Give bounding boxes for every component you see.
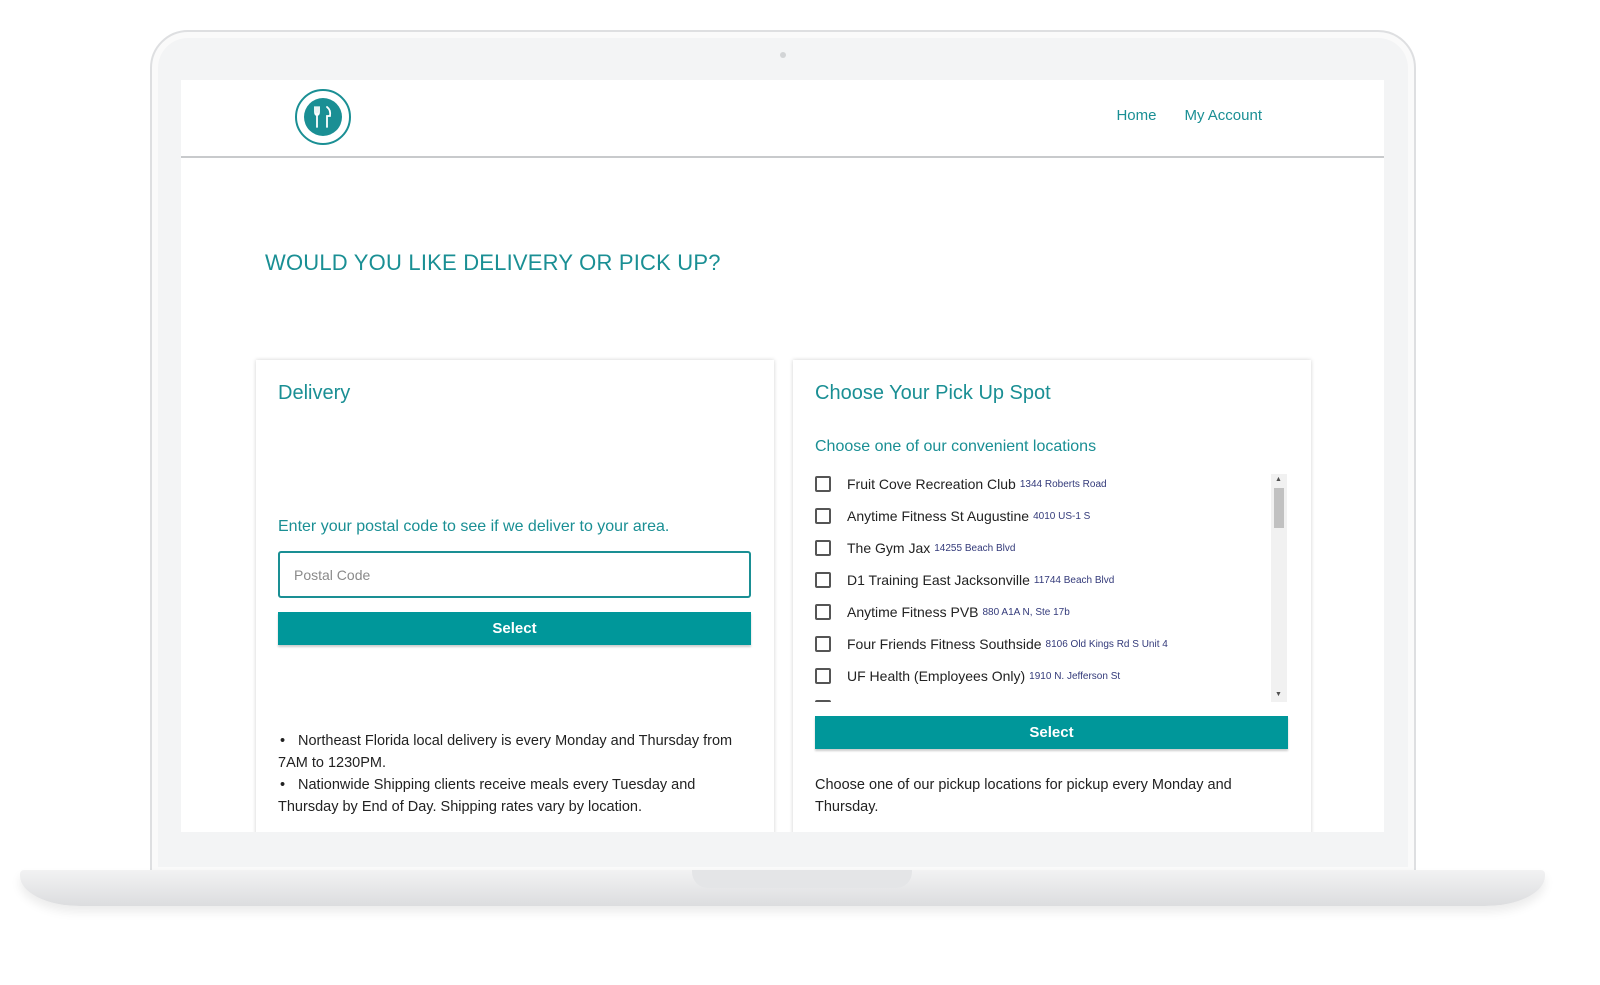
pickup-note: Choose one of our pickup locations for pickup every Monday and Thursday.	[815, 777, 1232, 815]
location-name: D1 Training East Jacksonville	[847, 572, 1030, 588]
location-address: 1344 Roberts Road	[1019, 478, 1107, 490]
checkbox-icon[interactable]	[815, 476, 831, 492]
location-name: Anytime Fitness St Augustine	[847, 508, 1030, 524]
location-item[interactable]	[815, 664, 1120, 688]
checkbox-icon[interactable]	[815, 668, 831, 684]
checkbox-icon[interactable]	[815, 572, 831, 588]
scrollbar-thumb[interactable]	[1274, 488, 1284, 528]
checkbox-icon[interactable]	[815, 700, 831, 702]
location-name: UF Health (Employees Only)	[847, 668, 1026, 684]
location-item-partial[interactable]	[815, 696, 847, 702]
browser-screen	[181, 80, 1384, 832]
location-address: 11744 Beach Blvd	[1033, 574, 1115, 586]
location-item[interactable]	[815, 568, 1114, 592]
site-header	[181, 80, 1384, 158]
pickup-location-list[interactable]	[815, 472, 1288, 702]
checkbox-icon[interactable]	[815, 636, 831, 652]
delivery-select-button[interactable]: Select	[278, 612, 751, 645]
location-address: 880 A1A N, Ste 17b	[982, 606, 1070, 618]
nav-link-home[interactable]: Home	[1116, 107, 1157, 124]
postal-code-prompt: Enter your postal code to see if we deliver to your area.	[278, 518, 670, 535]
location-name: Fruit Cove Recreation Club	[847, 476, 1016, 492]
delivery-notes-list	[278, 730, 758, 818]
fork-knife-icon	[304, 98, 342, 136]
location-name: Anytime Fitness PVB	[847, 604, 979, 620]
location-list-scrollbar[interactable]	[1271, 474, 1287, 702]
laptop-notch	[692, 870, 912, 888]
scroll-up-arrow-icon[interactable]: ▲	[1275, 476, 1282, 483]
location-name: The Gym Jax	[847, 540, 931, 556]
pickup-title: Choose Your Pick Up Spot	[815, 382, 1051, 404]
location-item[interactable]	[815, 632, 1168, 656]
location-address: 1910 N. Jefferson St	[1029, 670, 1121, 682]
delivery-title: Delivery	[278, 382, 351, 404]
restaurant-logo-icon[interactable]	[295, 89, 351, 145]
camera-dot	[780, 52, 786, 58]
location-item[interactable]	[815, 472, 1107, 496]
pickup-card	[793, 360, 1311, 832]
location-item[interactable]	[815, 536, 1015, 560]
main-nav	[1116, 107, 1262, 124]
location-address: 14255 Beach Blvd	[934, 542, 1016, 554]
checkbox-icon[interactable]	[815, 540, 831, 556]
location-item[interactable]	[815, 504, 1090, 528]
scroll-down-arrow-icon[interactable]: ▼	[1275, 691, 1282, 698]
delivery-card	[256, 360, 774, 832]
location-address: 4010 US-1 S	[1033, 510, 1091, 522]
delivery-note: • Northeast Florida local delivery is every Monday and Thursday from 7AM to 1230PM.	[278, 733, 733, 771]
location-name: Four Friends Fitness Southside	[847, 636, 1042, 652]
checkbox-icon[interactable]	[815, 508, 831, 524]
page-title: WOULD YOU LIKE DELIVERY OR PICK UP?	[265, 250, 721, 275]
location-address: 8106 Old Kings Rd S Unit 4	[1045, 638, 1168, 650]
laptop-base	[20, 870, 1545, 906]
location-item[interactable]	[815, 600, 1070, 624]
locations-prompt: Choose one of our convenient locations	[815, 438, 1097, 455]
delivery-note: • Nationwide Shipping clients receive meals every Tuesday and Thursday by End of Day. Shipping rates vary by location.	[278, 777, 696, 815]
postal-code-input[interactable]	[278, 551, 751, 598]
nav-link-my-account[interactable]: My Account	[1184, 107, 1262, 124]
pickup-select-button[interactable]: Select	[815, 716, 1288, 749]
checkbox-icon[interactable]	[815, 604, 831, 620]
